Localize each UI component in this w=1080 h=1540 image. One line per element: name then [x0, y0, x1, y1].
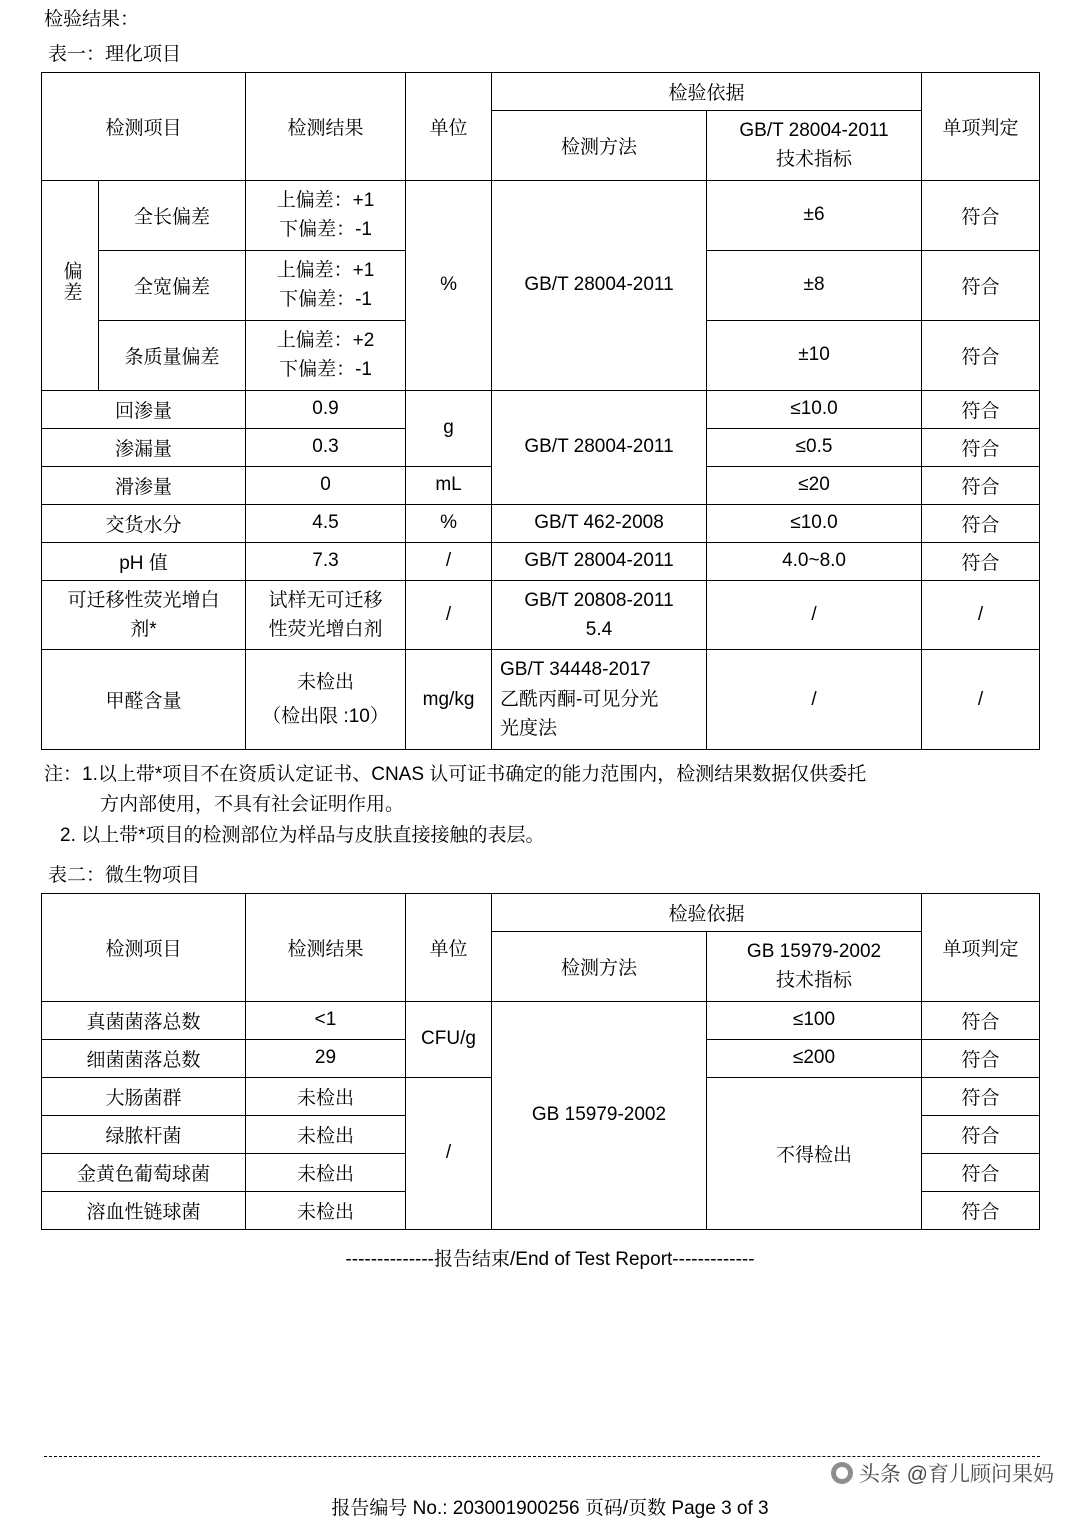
row-result: 未检出: [246, 1191, 406, 1229]
row-verdict: 符合: [922, 466, 1040, 504]
header-basis: 检验依据: [492, 893, 922, 931]
row-standard: ±6: [707, 180, 922, 250]
row-method: [492, 650, 707, 749]
row-result: 7.3: [246, 542, 406, 580]
table-row: [42, 180, 1040, 250]
row-unit: %: [406, 504, 492, 542]
row-verdict: 符合: [922, 1039, 1040, 1077]
row-method: GB 15979-2002: [492, 1001, 707, 1229]
row-method-line3: 光度法: [500, 718, 558, 740]
row-verdict: /: [922, 580, 1040, 650]
row-name-line2: 剂*: [130, 618, 157, 640]
row-name: 甲醛含量: [42, 650, 246, 749]
row-name: 金黄色葡萄球菌: [42, 1153, 246, 1191]
row-standard: ≤100: [707, 1001, 922, 1039]
row-method: GB/T 462-2008: [492, 504, 707, 542]
row-name: 交货水分: [42, 504, 246, 542]
row-result: 0: [246, 466, 406, 504]
row-unit: mL: [406, 466, 492, 504]
header-standard: [707, 931, 922, 1001]
header-standard-line2: 技术指标: [776, 149, 853, 171]
row-name: 全宽偏差: [99, 250, 246, 320]
row-result: 4.5: [246, 504, 406, 542]
row-method-line1: GB/T 34448-2017: [500, 659, 651, 681]
table-header-row: [42, 73, 1040, 111]
row-name: 渗漏量: [42, 428, 246, 466]
row-standard: /: [707, 650, 922, 749]
row-verdict: 符合: [922, 542, 1040, 580]
row-verdict: 符合: [922, 504, 1040, 542]
row-unit: /: [406, 580, 492, 650]
row-result: 0.9: [246, 390, 406, 428]
row-unit: CFU/g: [406, 1001, 492, 1077]
row-name: [42, 580, 246, 650]
row-verdict: 符合: [922, 428, 1040, 466]
row-verdict: 符合: [922, 1077, 1040, 1115]
physicochemical-table: [41, 72, 1040, 750]
row-result-line1: 试样无可迁移: [268, 589, 383, 611]
watermark-text: 头条 @育儿顾问果妈: [858, 1463, 1054, 1486]
row-result: [246, 580, 406, 650]
row-name: pH 值: [42, 542, 246, 580]
header-basis: 检验依据: [492, 73, 922, 111]
row-verdict: 符合: [922, 1001, 1040, 1039]
row-verdict: 符合: [922, 180, 1040, 250]
row-standard: ≤10.0: [707, 504, 922, 542]
row-verdict: 符合: [922, 1153, 1040, 1191]
table-row: [42, 390, 1040, 428]
table1-notes: [0, 760, 1080, 852]
header-standard: [707, 111, 922, 181]
row-result: [246, 650, 406, 749]
row-verdict: 符合: [922, 390, 1040, 428]
row-result: [246, 250, 406, 320]
header-standard-line1: GB 15979-2002: [746, 940, 882, 962]
row-name: 绿脓杆菌: [42, 1115, 246, 1153]
row-result: 未检出: [246, 1077, 406, 1115]
row-unit: /: [406, 1077, 492, 1229]
header-item: 检测项目: [42, 73, 246, 181]
row-unit: mg/kg: [406, 650, 492, 749]
row-name: 真菌菌落总数: [42, 1001, 246, 1039]
footer-dashed-line: [44, 1456, 1040, 1457]
row-result: [246, 180, 406, 250]
table-row: [42, 504, 1040, 542]
row-standard: 不得检出: [707, 1077, 922, 1229]
header-method: 检测方法: [492, 931, 707, 1001]
row-result: 未检出: [246, 1115, 406, 1153]
row-result-line1: 上偏差：+1: [276, 259, 375, 281]
header-verdict: 单项判定: [922, 73, 1040, 181]
inspection-result-label: 检验结果：: [44, 9, 140, 30]
row-verdict: 符合: [922, 320, 1040, 390]
row-standard: ±10: [707, 320, 922, 390]
row-result-line2: 下偏差：-1: [279, 359, 372, 381]
table-header-row: [42, 893, 1040, 931]
note-1-line-1: 注：1.以上带*项目不在资质认定证书、CNAS 认可证书确定的能力范围内，检测结果数据仅供委托: [44, 763, 867, 785]
row-verdict: 符合: [922, 1191, 1040, 1229]
header-result: 检测结果: [246, 893, 406, 1001]
row-verdict: 符合: [922, 250, 1040, 320]
row-result-line1: 上偏差：+1: [276, 189, 375, 211]
microbiology-table: [41, 893, 1040, 1230]
row-method: [492, 580, 707, 650]
table1-caption: 表一：理化项目: [48, 44, 182, 65]
note-1-line-2: 方内部使用，不具有社会证明作用。: [100, 794, 405, 816]
row-name: 滑渗量: [42, 466, 246, 504]
row-standard: 4.0~8.0: [707, 542, 922, 580]
row-unit: g: [406, 390, 492, 466]
row-result: 29: [246, 1039, 406, 1077]
row-result-line1: 上偏差：+2: [276, 329, 375, 351]
row-result-line2: 下偏差：-1: [279, 289, 372, 311]
row-result: 未检出: [246, 1153, 406, 1191]
table-row: [42, 1001, 1040, 1039]
header-unit: 单位: [406, 73, 492, 181]
row-method: GB/T 28004-2011: [492, 542, 707, 580]
header-standard-line2: 技术指标: [776, 970, 853, 992]
header-verdict: 单项判定: [922, 893, 1040, 1001]
table-row: [42, 650, 1040, 749]
watermark: [831, 1458, 1054, 1488]
end-of-report-line: --------------报告结束/End of Test Report-------------: [345, 1248, 755, 1270]
toutiao-logo-icon: [831, 1462, 853, 1484]
row-result: 0.3: [246, 428, 406, 466]
row-standard: ≤0.5: [707, 428, 922, 466]
header-item: 检测项目: [42, 893, 246, 1001]
deviation-group-label: 偏差: [42, 180, 99, 390]
header-unit: 单位: [406, 893, 492, 1001]
row-method-line2: 5.4: [585, 618, 613, 640]
row-standard: ±8: [707, 250, 922, 320]
row-result-line1: 未检出: [297, 672, 355, 694]
note-2: 2. 以上带*项目的检测部位为样品与皮肤直接接触的表层。: [60, 825, 545, 847]
row-name-line1: 可迁移性荧光增白: [67, 589, 220, 611]
row-standard: ≤200: [707, 1039, 922, 1077]
row-unit: %: [406, 180, 492, 390]
row-name: 溶血性链球菌: [42, 1191, 246, 1229]
row-result-line2: （检出限 :10）: [262, 705, 389, 727]
table-row: [42, 580, 1040, 650]
header-result: 检测结果: [246, 73, 406, 181]
row-method: GB/T 28004-2011: [492, 390, 707, 504]
row-result-line2: 下偏差：-1: [279, 219, 372, 241]
row-result: [246, 320, 406, 390]
row-verdict: 符合: [922, 1115, 1040, 1153]
row-verdict: /: [922, 650, 1040, 749]
row-name: 全长偏差: [99, 180, 246, 250]
header-standard-line1: GB/T 28004-2011: [739, 120, 889, 141]
row-result: <1: [246, 1001, 406, 1039]
row-standard: ≤10.0: [707, 390, 922, 428]
row-result-line2: 性荧光增白剂: [268, 618, 383, 640]
row-name: 条质量偏差: [99, 320, 246, 390]
report-footer: 报告编号 No.: 203001900256 页码/页数 Page 3 of 3: [331, 1498, 769, 1519]
row-standard: ≤20: [707, 466, 922, 504]
header-method: 检测方法: [492, 111, 707, 181]
row-name: 回渗量: [42, 390, 246, 428]
table2-caption: 表二：微生物项目: [48, 864, 201, 886]
row-method: GB/T 28004-2011: [492, 180, 707, 390]
row-name: 细菌菌落总数: [42, 1039, 246, 1077]
row-unit: /: [406, 542, 492, 580]
row-method-line2: 乙酰丙酮-可见分光: [500, 688, 659, 710]
row-standard: /: [707, 580, 922, 650]
row-name: 大肠菌群: [42, 1077, 246, 1115]
row-method-line1: GB/T 20808-2011: [524, 589, 674, 611]
table-row: [42, 542, 1040, 580]
